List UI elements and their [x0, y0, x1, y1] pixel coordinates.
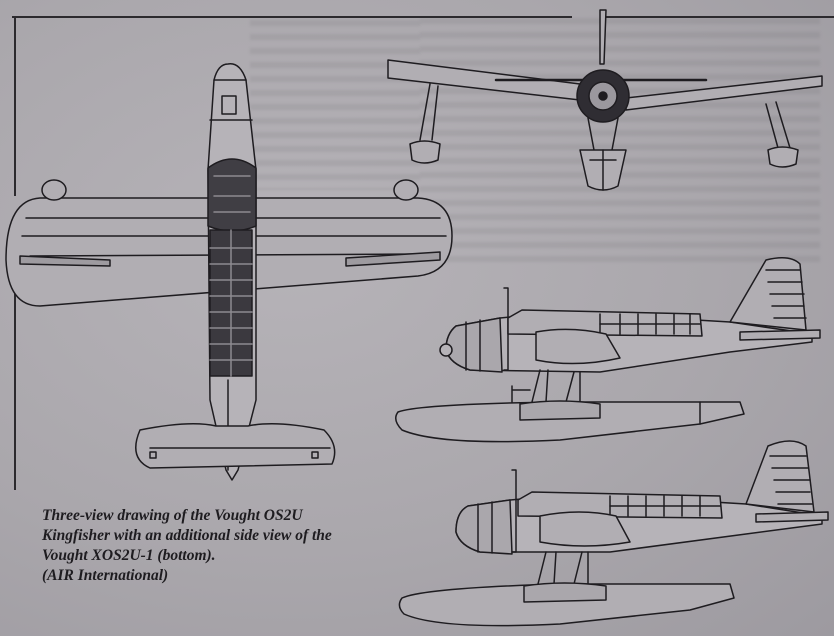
side-view-xos2u-1 — [399, 441, 828, 626]
side-view-os2u — [396, 258, 820, 442]
plan-view — [6, 64, 452, 480]
caption-line-2: Kingfisher with an additional side view of the — [42, 527, 332, 544]
figure-caption — [42, 506, 402, 586]
caption-line-4: (AIR International) — [42, 567, 169, 584]
caption-line-1: Three-view drawing of the Vought OS2U — [42, 507, 303, 524]
caption-line-3: Vought XOS2U-1 (bottom). — [42, 547, 216, 564]
front-view — [388, 10, 822, 190]
